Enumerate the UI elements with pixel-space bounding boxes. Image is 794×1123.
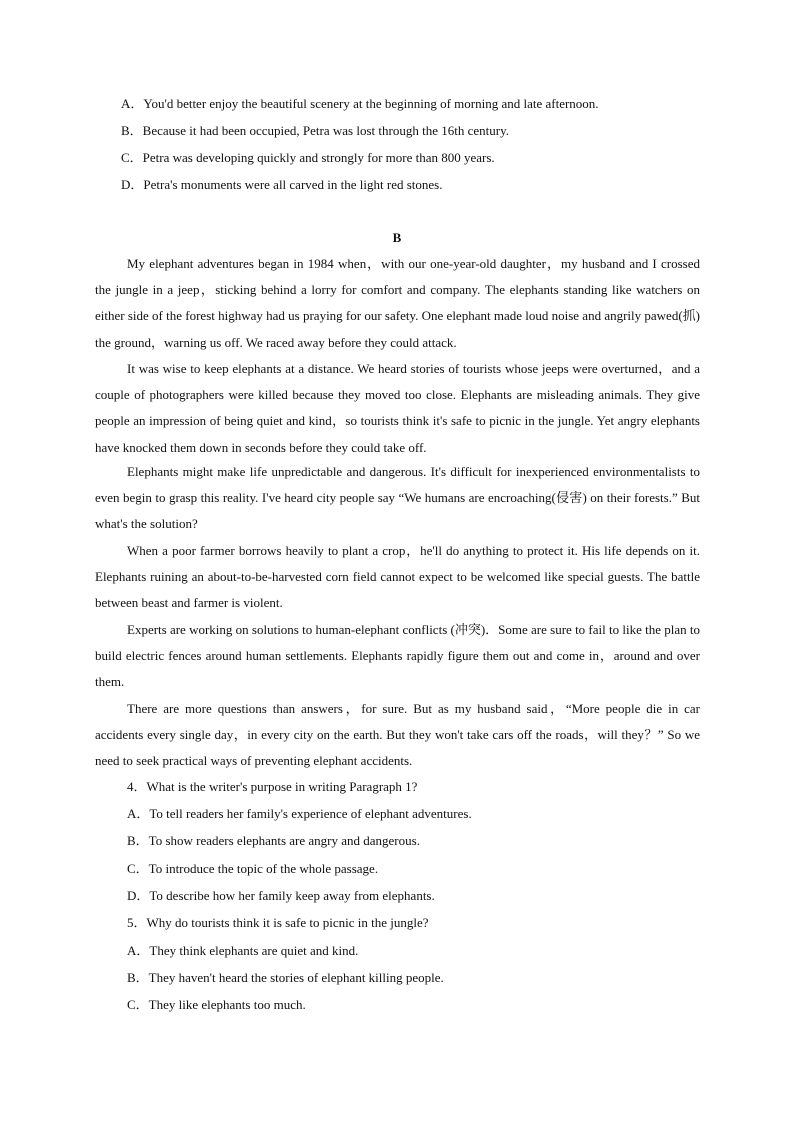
question-4-stem: 4．What is the writer's purpose in writing Paragraph 1? xyxy=(127,779,418,794)
question-5-stem: 5．Why do tourists think it is safe to picnic in the jungle? xyxy=(127,915,429,930)
question-4-option-c: C．To introduce the topic of the whole passage. xyxy=(127,861,379,876)
question-5-option-c: C．They like elephants too much. xyxy=(127,997,306,1012)
question-4-option-b: B．To show readers elephants are angry and dangerous. xyxy=(127,833,420,848)
question-5-option-b: B．They haven't heard the stories of elephant killing people. xyxy=(127,970,444,985)
previous-option-a: A．You'd better enjoy the beautiful scenery at the beginning of morning and late afternoon. xyxy=(121,96,599,111)
paragraph-2: It was wise to keep elephants at a distance. We heard stories of tourists whose jeeps were overturned，and a couple of photographers were killed because they moved too close. Elephants are misleading animals. They give people an impression of being quiet and kind，so tourists think it's safe to picnic in the jungle. Yet angry elephants have knocked them down in seconds before they could take off. xyxy=(95,361,700,455)
previous-option-d: D．Petra's monuments were all carved in the light red stones. xyxy=(121,177,443,192)
paragraph-5: Experts are working on solutions to human-elephant conflicts (冲突)．Some are sure to fail to like the plan to build electric fences around human settlements. Elephants rapidly figure them out and come in，around and over them. xyxy=(95,622,700,690)
question-5-option-a: A．They think elephants are quiet and kind. xyxy=(127,943,359,958)
question-4-option-a: A．To tell readers her family's experience of elephant adventures. xyxy=(127,806,472,821)
paragraph-1: My elephant adventures began in 1984 when，with our one-year-old daughter，my husband and I crossed the jungle in a jeep，sticking behind a lorry for comfort and company. The elephants standing like watchers on either side of the forest highway had us praying for our safety. One elephant made loud noise and angrily pawed(抓) the ground，warning us off. We raced away before they could attack. xyxy=(95,256,700,350)
question-4-option-d: D．To describe how her family keep away from elephants. xyxy=(127,888,435,903)
paragraph-6: There are more questions than answers，for sure. But as my husband said，“More people die in car accidents every single day，in every city on the earth. But they won't take cars off the roads，will they？” So we need to seek practical ways of preventing elephant accidents. xyxy=(95,701,700,769)
paragraph-4: When a poor farmer borrows heavily to plant a crop，he'll do anything to protect it. His life depends on it. Elephants ruining an about-to-be-harvested corn field cannot expect to be welcomed like special guests. The battle between beast and farmer is violent. xyxy=(95,543,700,611)
previous-option-b: B．Because it had been occupied, Petra was lost through the 16th century. xyxy=(121,123,509,138)
section-title: B xyxy=(392,230,402,245)
paragraph-3: Elephants might make life unpredictable and dangerous. It's difficult for inexperienced environmentalists to even begin to grasp this reality. I've heard city people say “We humans are encroaching(侵害) on their forests.” But what's the solution? xyxy=(95,464,700,532)
previous-option-c: C．Petra was developing quickly and strongly for more than 800 years. xyxy=(121,150,495,165)
